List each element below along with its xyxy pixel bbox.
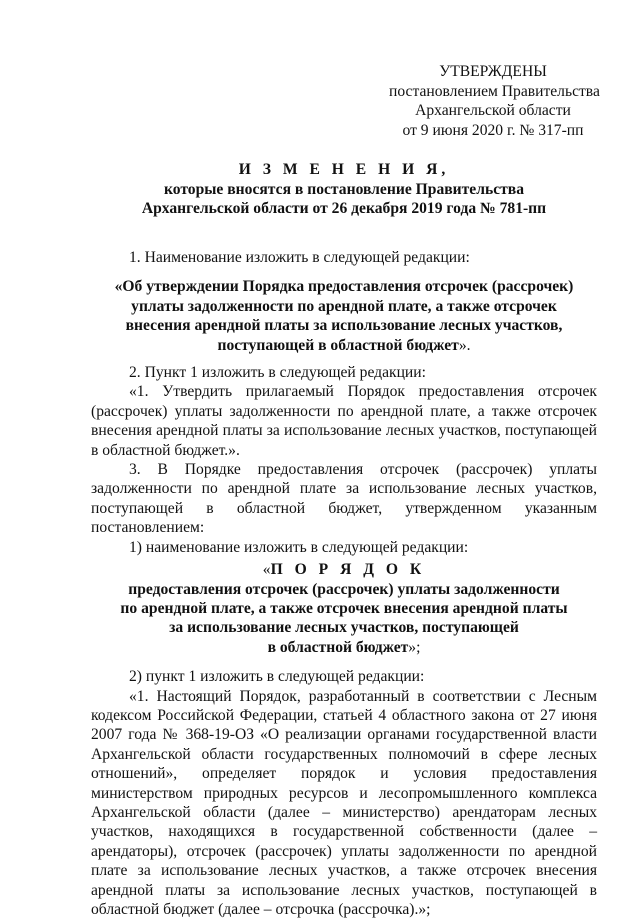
item1-new-name bbox=[91, 277, 597, 355]
document-subtitle-line2: Архангельской области от 26 декабря 2019 года № 781-пп bbox=[141, 200, 547, 218]
document-page bbox=[91, 0, 600, 918]
approval-title: УТВЕРЖДЕНЫ bbox=[439, 63, 547, 80]
document-body bbox=[91, 248, 597, 919]
item1-intro: 1. Наименование изложить в следующей редакции: bbox=[129, 249, 470, 266]
approval-date: от 9 июня 2020 г. № 317-пп bbox=[402, 121, 584, 139]
document-title: И З М Е Н Е Н И Я, bbox=[238, 161, 450, 178]
approval-stamp bbox=[389, 62, 600, 140]
item1-name-line3: внесения арендной платы за использование лесных участков, bbox=[125, 317, 563, 335]
approval-region: Архангельской области bbox=[415, 102, 571, 120]
document-subtitle-line1: которые вносятся в постановление Правительства bbox=[163, 180, 525, 198]
order-line1: предоставления отсрочек (рассрочек) уплаты задолженности bbox=[128, 580, 560, 598]
item3-intro: 3. В Порядке предоставления отсрочек (рассрочек) уплаты задолженности по арендной плате за использование лесных участков, поступающей в областной бюджет, утвержденном указанным постановлением: bbox=[91, 461, 597, 537]
order-name bbox=[91, 580, 597, 658]
order-open-quote: « bbox=[262, 561, 271, 579]
order-end: »; bbox=[408, 638, 421, 656]
item2-intro: 2. Пункт 1 изложить в следующей редакции: bbox=[129, 364, 426, 382]
order-line4: в областной бюджет bbox=[267, 638, 409, 656]
document-header bbox=[91, 160, 597, 219]
item1-name-end: ». bbox=[458, 336, 471, 354]
item2-text: «1. Утвердить прилагаемый Порядок предоставления отсрочек (рассрочек) уплаты задолженности по арендной плате, а также отсрочек внесения арендной платы за использование лесных участков, поступающей в областной бюджет.». bbox=[91, 383, 597, 459]
item1-name-line4: поступающей в областной бюджет bbox=[217, 336, 459, 354]
item1-name-line2: уплаты задолженности по арендной плате, а также отсрочек bbox=[131, 297, 557, 315]
approval-issuer: постановлением Правительства bbox=[389, 82, 600, 100]
order-title: П О Р Я Д О К bbox=[270, 561, 426, 579]
item3-sub2: 2) пункт 1 изложить в следующей редакции: bbox=[129, 668, 425, 686]
item1-name-line1: «Об утверждении Порядка предоставления отсрочек (рассрочек) bbox=[114, 278, 574, 296]
item3-point1-text: «1. Настоящий Порядок, разработанный в соответствии с Лесным кодексом Российской Федерации, статьей 4 областного закона от 27 июня 2007 года № 368-19-ОЗ «О реализации органами государственной власти Архангельской области государственных полномочий в сфере лесных отношений», определяет порядок и условия предоставления министерством природных ресурсов и лесопромышленного комплекса Архангельской области (далее – министерство) арендаторам лесных участков, находящихся в государственной собственности (далее – арендаторы), отсрочек (рассрочек) уплаты задолженности по арендной плате за использование лесных участков, а также отсрочек внесения арендной платы за использование лесных участков, поступающей в областной бюджет (далее – отсрочка (рассрочка).»; bbox=[91, 687, 597, 918]
order-title-block bbox=[91, 560, 597, 579]
order-line3: за использование лесных участков, поступающей bbox=[169, 619, 519, 637]
order-line2: по арендной плате, а также отсрочек внесения арендной платы bbox=[120, 599, 568, 617]
item3-sub1: 1) наименование изложить в следующей редакции: bbox=[129, 538, 469, 556]
